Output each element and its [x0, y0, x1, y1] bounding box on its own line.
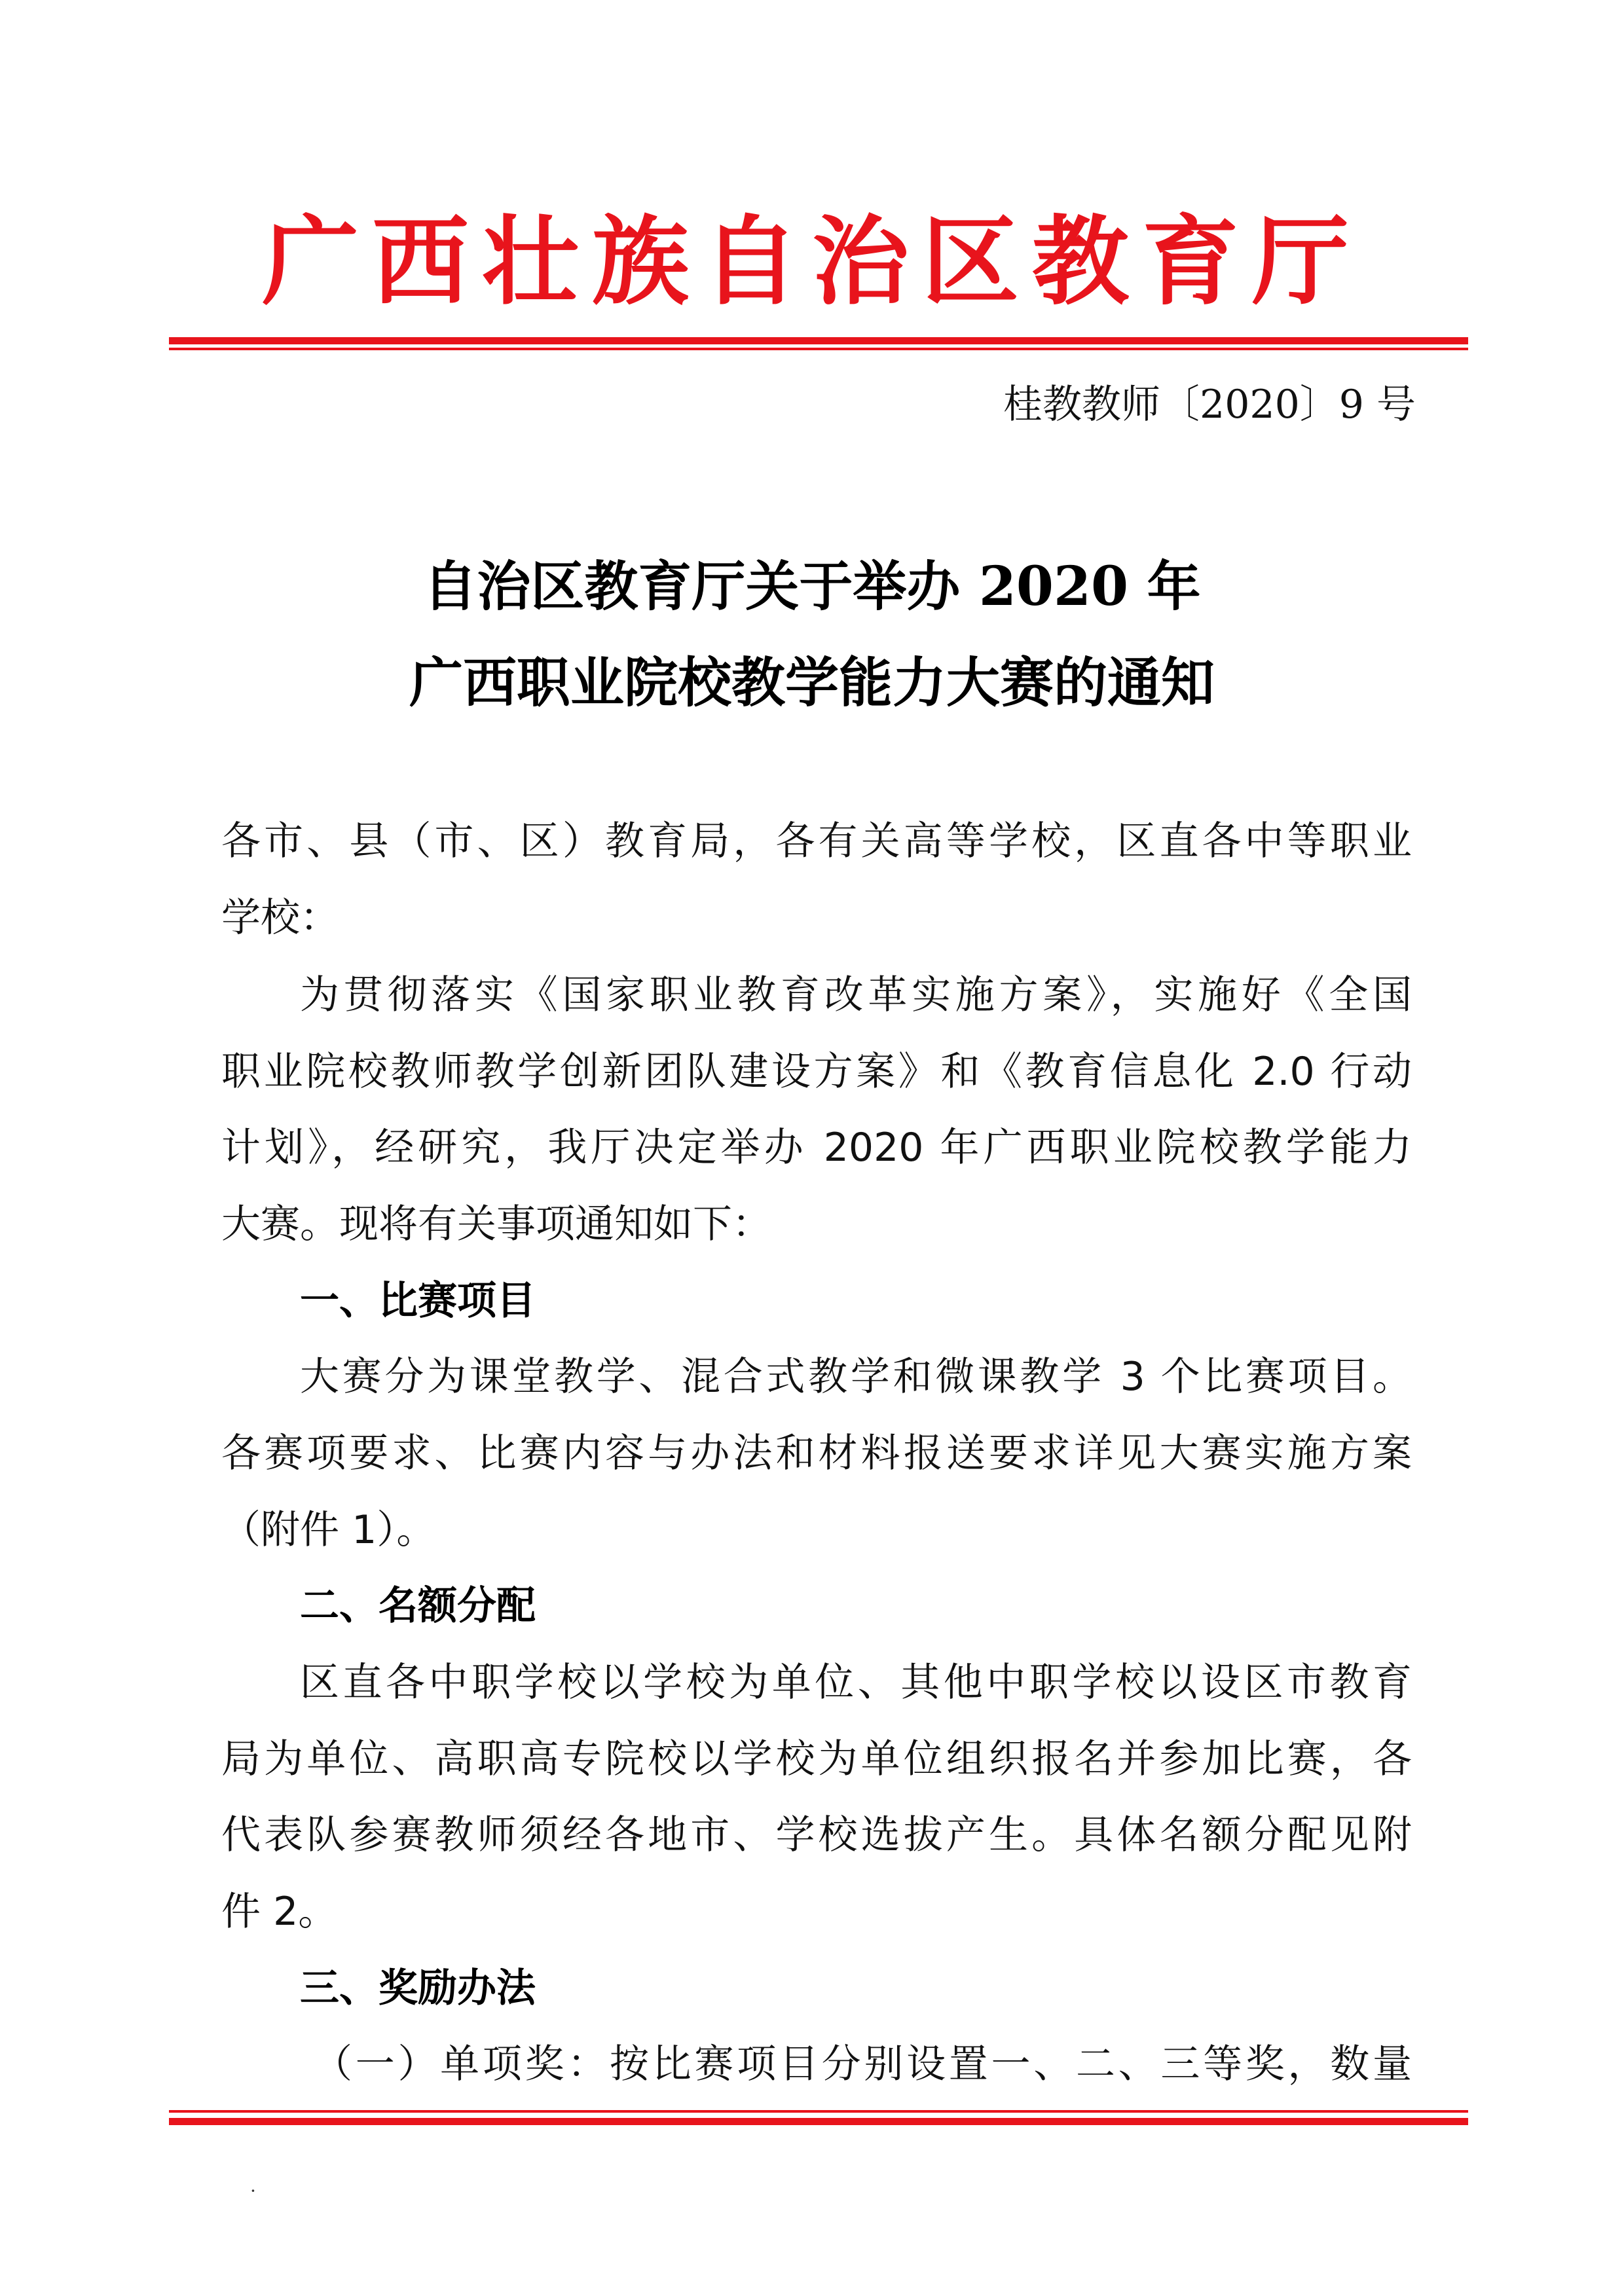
title-line-1: 自治区教育厅关于举办 2020 年 [423, 555, 1201, 618]
section-2-line-3: 代表队参赛教师须经各地市、学校选拔产生。具体名额分配见附 [221, 1812, 1412, 1858]
section-2-line-1: 区直各中职学校以学校为单位、其他中职学校以设区市教育 [300, 1660, 1412, 1705]
salutation-line-2: 学校： [221, 895, 339, 941]
page-mark: · [250, 2180, 256, 2202]
salutation-line-1: 各市、县（市、区）教育局，各有关高等学校，区直各中等职业 [221, 818, 1412, 864]
section-2-heading: 二、名额分配 [300, 1583, 536, 1629]
header-rule-thick [169, 337, 1468, 344]
section-3-line-1: （一）单项奖：按比赛项目分别设置一、二、三等奖，数量 [313, 2041, 1412, 2087]
section-1-line-3: （附件 1）。 [221, 1507, 436, 1553]
footer-rule-thin [169, 2110, 1468, 2113]
intro-line-1: 为贯彻落实《国家职业教育改革实施方案》，实施好《全国 [300, 972, 1412, 1018]
intro-line-4: 大赛。现将有关事项通知如下： [221, 1201, 771, 1247]
issuer-masthead: 广西壮族自治区教育厅 [262, 204, 1362, 318]
intro-line-2: 职业院校教师教学创新团队建设方案》和《教育信息化 2.0 行动 [221, 1049, 1412, 1095]
intro-line-3: 计划》，经研究，我厅决定举办 2020 年广西职业院校教学能力 [221, 1125, 1412, 1171]
section-2-line-2: 局为单位、高职高专院校以学校为单位组织报名并参加比赛，各 [221, 1736, 1412, 1782]
header-rule-thin [169, 348, 1468, 350]
section-1-line-1: 大赛分为课堂教学、混合式教学和微课教学 3 个比赛项目。 [300, 1354, 1412, 1400]
section-2-line-4: 件 2。 [221, 1889, 338, 1935]
section-3-heading: 三、奖励办法 [300, 1965, 536, 2011]
document-number: 桂教教师〔2020〕9 号 [1003, 382, 1416, 428]
section-1-line-2: 各赛项要求、比赛内容与办法和材料报送要求详见大赛实施方案 [221, 1430, 1412, 1476]
footer-rule-thick [169, 2118, 1468, 2125]
section-1-heading: 一、比赛项目 [300, 1278, 536, 1324]
title-line-2: 广西职业院校教学能力大赛的通知 [409, 651, 1215, 714]
